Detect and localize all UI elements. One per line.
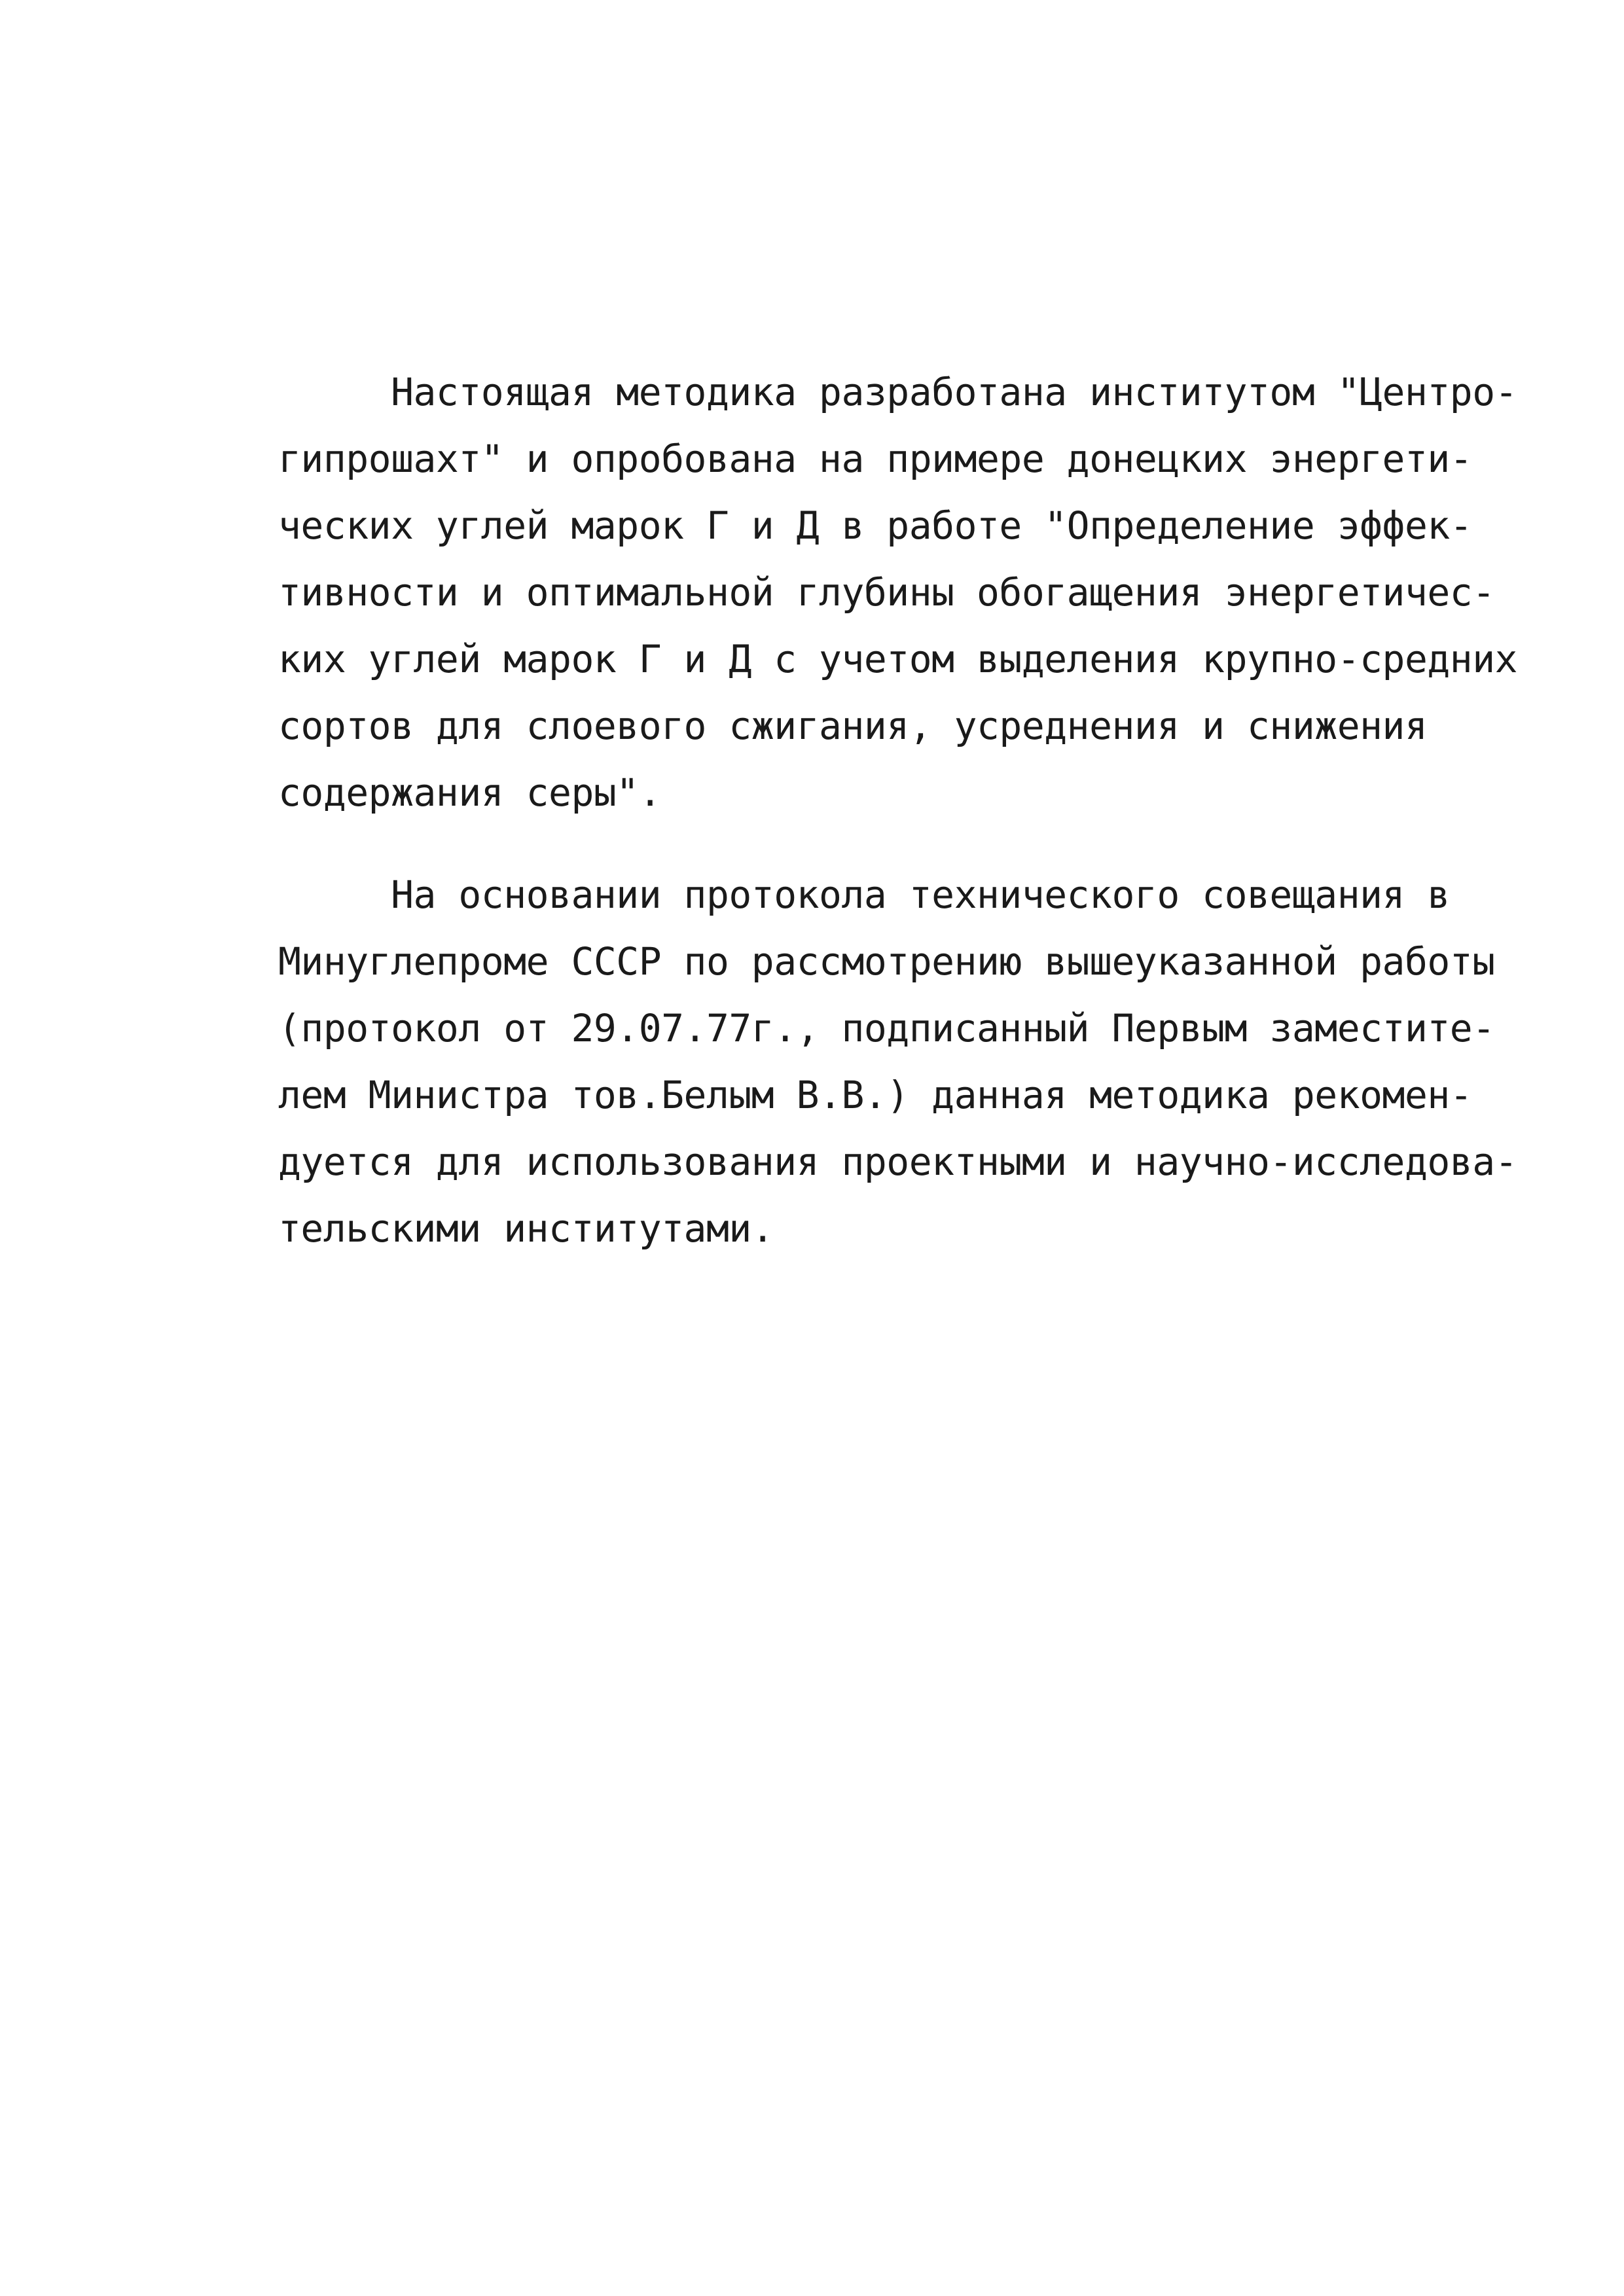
text-line: ких углей марок Г и Д с учетом выделения крупно-средних: [278, 637, 1518, 681]
text-line: тельскими институтами.: [278, 1206, 774, 1251]
text-line: (протокол от 29.07.77г., подписанный Первым заместите-: [278, 1006, 1495, 1050]
text-line: лем Министра тов.Белым В.В.) данная методика рекомен-: [278, 1073, 1473, 1117]
text-line: гипрошахт" и опробована на примере донецких энергети-: [278, 437, 1473, 481]
text-line: дуется для использования проектными и научно-исследова-: [278, 1139, 1518, 1184]
text-line: Минуглепроме СССР по рассмотрению вышеуказанной работы: [278, 939, 1495, 984]
text-line: тивности и оптимальной глубины обогащения энергетичес-: [278, 570, 1495, 615]
paragraph-recommendation: [278, 861, 1518, 1262]
text-line: ческих углей марок Г и Д в работе "Определение эффек-: [278, 503, 1473, 548]
text-line: Настоящая методика разработана институтом "Центро-: [278, 370, 1518, 414]
text-line: На основании протокола технического совещания в: [278, 872, 1450, 917]
paragraph-methodology-origin: [278, 359, 1518, 826]
text-line: сортов для слоевого сжигания, усреднения и снижения: [278, 704, 1428, 748]
text-line: содержания серы".: [278, 770, 662, 815]
